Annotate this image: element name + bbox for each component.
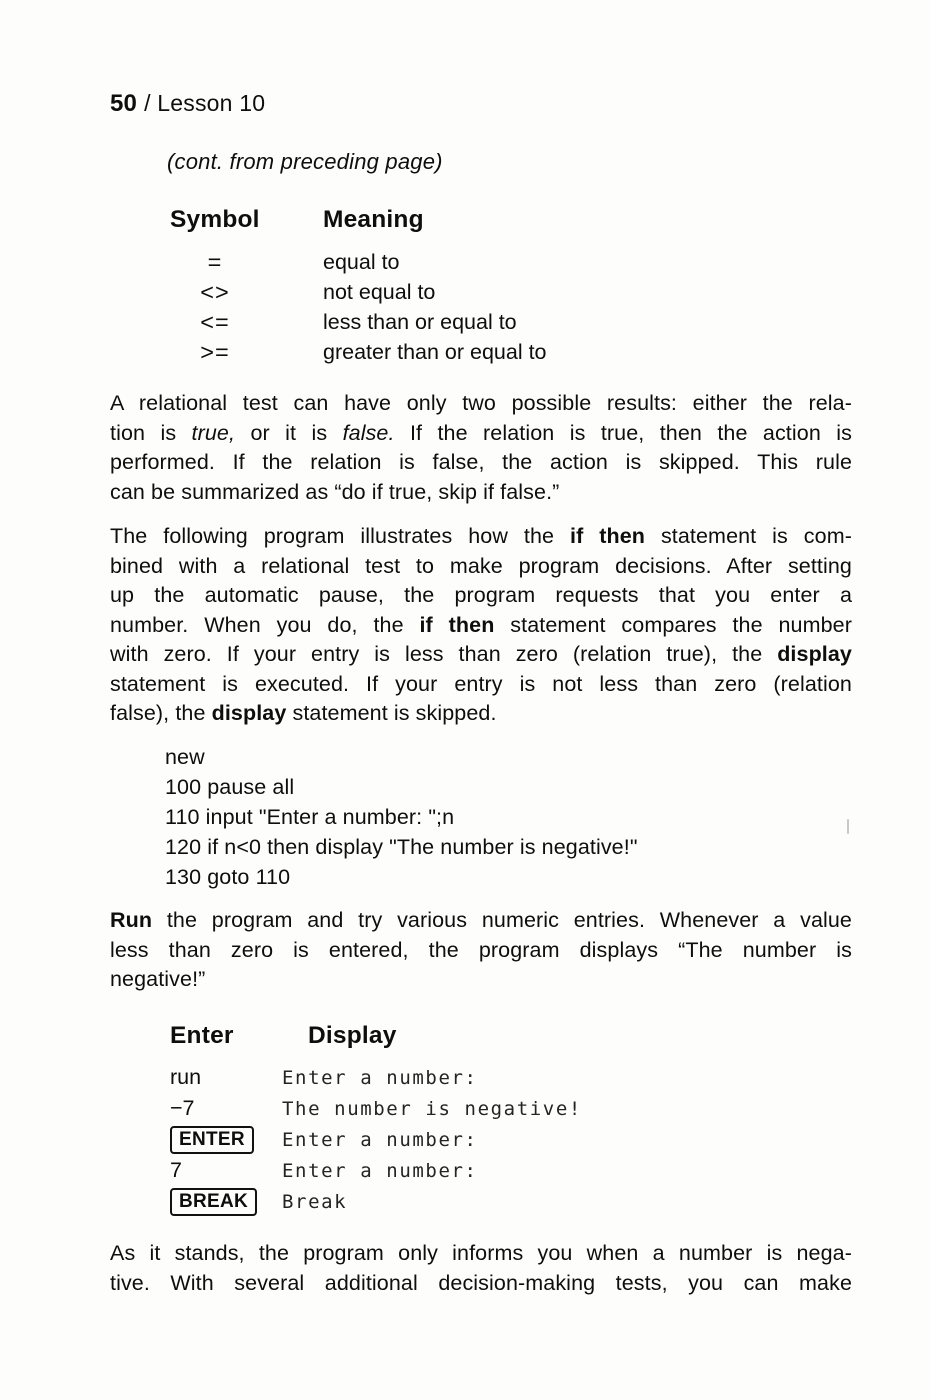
enter-cell-run: run: [170, 1065, 202, 1089]
display-cell-negative-message: The number is negative!: [282, 1097, 582, 1120]
display-cell-prompt-1: Enter a number:: [282, 1066, 478, 1089]
page-header: [110, 90, 265, 118]
text-line: up the automatic pause, the program requests that you enter a: [110, 583, 852, 607]
text-line: A relational test can have only two possible results: either the rela-: [110, 391, 852, 415]
meaning-column-header: Meaning: [323, 206, 424, 233]
symbol-cell-not-equal: <>: [200, 279, 230, 305]
symbol-column-header: Symbol: [170, 206, 260, 233]
enter-cell-seven: 7: [170, 1158, 182, 1182]
text-line: 130 goto 110: [165, 865, 291, 889]
enter-display-table: [170, 1022, 582, 1217]
text-line: The following program illustrates how the if then statement is com-: [110, 524, 852, 548]
text-line: can be summarized as “do if true, skip if false.”: [110, 479, 560, 504]
paragraph-relational-test: [110, 389, 852, 507]
text-line: bined with a relational test to make program decisions. After setting: [110, 553, 852, 578]
page-number: 50: [110, 90, 138, 117]
symbol-cell-greater-equal: >=: [200, 339, 230, 365]
text-line: 120 if n<0 then display "The number is negative!": [165, 835, 638, 859]
text-line: As it stands, the program only informs you when a number is nega-: [110, 1241, 852, 1265]
meaning-cell-less-equal: less than or equal to: [323, 310, 517, 334]
text-line: tion is true, or it is false. If the relation is true, then the action is: [110, 420, 852, 445]
symbol-cell-equal: =: [207, 249, 223, 275]
enter-column-header: Enter: [170, 1022, 234, 1049]
text-line: 110 input "Enter a number: ";n: [165, 805, 455, 829]
symbol-cell-less-equal: <=: [200, 309, 230, 335]
meaning-cell-greater-equal: greater than or equal to: [323, 340, 547, 364]
text-line: less than zero is entered, the program displays “The number is: [110, 937, 852, 962]
display-cell-prompt-3: Enter a number:: [282, 1159, 478, 1182]
text-line: Run the program and try various numeric entries. Whenever a value: [110, 908, 852, 932]
scan-artifact: [847, 819, 849, 834]
display-cell-break: Break: [282, 1190, 348, 1213]
text-line: new: [165, 745, 205, 769]
paragraph-run-instruction: [110, 906, 852, 995]
meaning-cell-not-equal: not equal to: [323, 280, 436, 304]
enter-key: ENTER: [170, 1126, 254, 1154]
text-line: false), the display statement is skipped.: [110, 701, 497, 725]
lesson-title: / Lesson 10: [144, 90, 266, 116]
break-key: BREAK: [170, 1188, 257, 1216]
paragraph-closing: [110, 1239, 852, 1298]
basic-program-listing: [165, 742, 638, 892]
symbol-table: [170, 206, 547, 367]
text-line: with zero. If your entry is less than zero (relation true), the display: [110, 642, 852, 666]
display-cell-prompt-2: Enter a number:: [282, 1128, 478, 1151]
display-column-header: Display: [308, 1022, 397, 1049]
text-line: negative!”: [110, 967, 206, 991]
text-line: number. When you do, the if then statement compares the number: [110, 612, 852, 637]
text-line: statement is executed. If your entry is not less than zero (relation: [110, 671, 852, 696]
meaning-cell-equal: equal to: [323, 250, 400, 274]
continuation-note: (cont. from preceding page): [167, 149, 443, 174]
text-line: tive. With several additional decision-making tests, you can make: [110, 1270, 852, 1295]
enter-cell-minus-seven: −7: [170, 1096, 195, 1120]
paragraph-program-explanation: [110, 522, 852, 729]
text-line: 100 pause all: [165, 775, 295, 799]
text-line: performed. If the relation is false, the action is skipped. This rule: [110, 450, 852, 474]
